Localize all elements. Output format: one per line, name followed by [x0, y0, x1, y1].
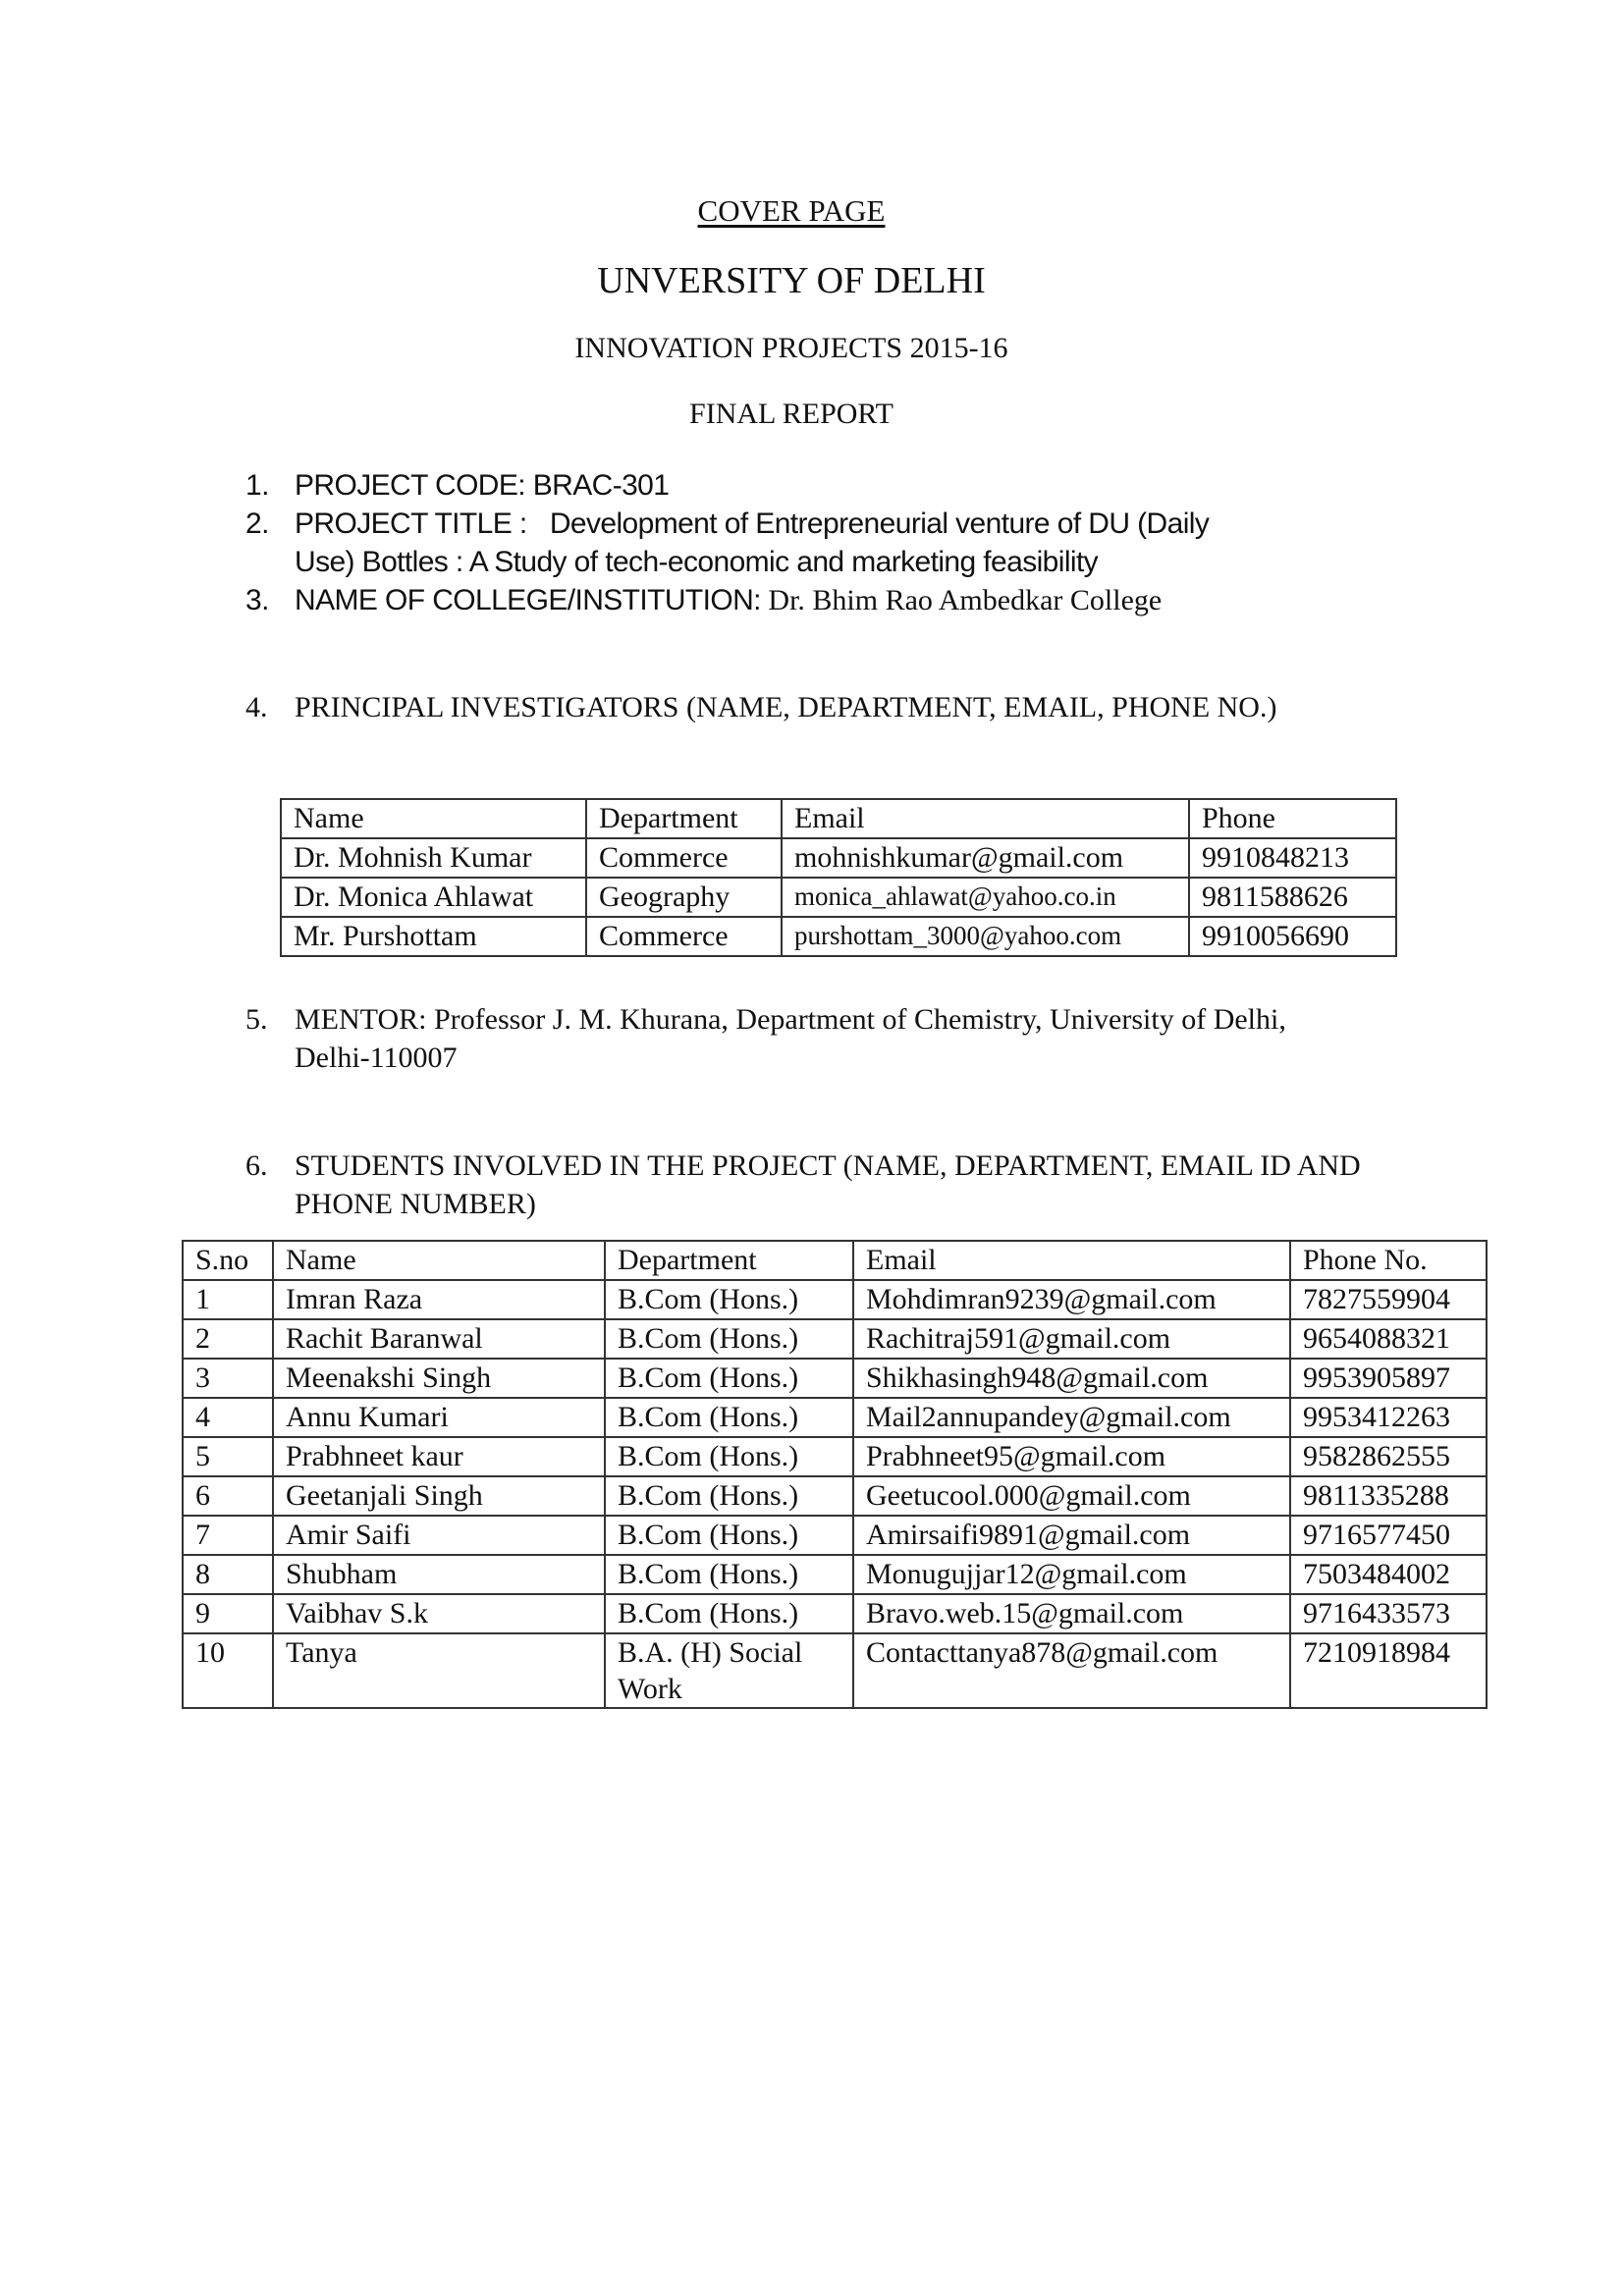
student-name: Annu Kumari [273, 1398, 605, 1437]
student-department: B.Com (Hons.) [605, 1437, 853, 1476]
project-code-item [245, 466, 1384, 505]
item-number: 1. [245, 469, 269, 502]
pi-phone: 9910848213 [1189, 838, 1396, 878]
student-name: Amir Saifi [273, 1516, 605, 1555]
table-row [281, 878, 1396, 917]
student-phone: 9953412263 [1290, 1398, 1487, 1437]
student-sno: 8 [183, 1555, 273, 1594]
student-name: Vaibhav S.k [273, 1594, 605, 1633]
student-email: Mohdimran9239@gmail.com [853, 1280, 1290, 1319]
table-row [183, 1359, 1487, 1398]
pi-phone: 9811588626 [1189, 878, 1396, 917]
table-row [183, 1555, 1487, 1594]
column-header: Phone [1189, 799, 1396, 838]
principal-investigators-table [280, 798, 1397, 957]
student-email: Amirsaifi9891@gmail.com [853, 1516, 1290, 1555]
student-sno: 4 [183, 1398, 273, 1437]
column-header: Email [853, 1241, 1290, 1280]
student-department: B.Com (Hons.) [605, 1398, 853, 1437]
pi-name: Dr. Monica Ahlawat [281, 878, 586, 917]
table-row [183, 1516, 1487, 1555]
item-number: 3. [245, 584, 269, 616]
student-sno: 1 [183, 1280, 273, 1319]
column-header: Name [281, 799, 586, 838]
student-phone: 7827559904 [1290, 1280, 1487, 1319]
student-phone: 7210918984 [1290, 1633, 1487, 1708]
college-name: Dr. Bhim Rao Ambedkar College [768, 584, 1163, 616]
principal-investigators-heading: 4. PRINCIPAL INVESTIGATORS (NAME, DEPARTMENT, EMAIL, PHONE NO.) [245, 688, 1384, 726]
item-number: 2. [245, 507, 269, 540]
student-department: B.Com (Hons.) [605, 1555, 853, 1594]
student-department: B.Com (Hons.) [605, 1594, 853, 1633]
student-sno: 10 [183, 1633, 273, 1708]
pi-name: Dr. Mohnish Kumar [281, 838, 586, 878]
column-header: Department [605, 1241, 853, 1280]
table-row [183, 1398, 1487, 1437]
item-number: 6. [245, 1149, 268, 1182]
student-sno: 6 [183, 1476, 273, 1516]
student-phone: 9811335288 [1290, 1476, 1487, 1516]
students-heading: 6. STUDENTS INVOLVED IN THE PROJECT (NAME, DEPARTMENT, EMAIL ID AND PHONE NUMBER) [245, 1147, 1384, 1223]
column-header: S.no [183, 1241, 273, 1280]
student-name: Imran Raza [273, 1280, 605, 1319]
student-email: Contacttanya878@gmail.com [853, 1633, 1290, 1708]
student-phone: 9953905897 [1290, 1359, 1487, 1398]
student-department: B.Com (Hons.) [605, 1280, 853, 1319]
student-name: Geetanjali Singh [273, 1476, 605, 1516]
column-header: Phone No. [1290, 1241, 1487, 1280]
student-phone: 9716433573 [1290, 1594, 1487, 1633]
student-email: Mail2annupandey@gmail.com [853, 1398, 1290, 1437]
student-department: B.Com (Hons.) [605, 1319, 853, 1359]
item-number: 5. [245, 1003, 268, 1036]
student-department: B.A. (H) Social Work [605, 1633, 853, 1708]
university-title: UNVERSITY OF DELHI [597, 260, 986, 301]
student-department: B.Com (Hons.) [605, 1359, 853, 1398]
table-row [183, 1633, 1487, 1708]
pi-phone: 9910056690 [1189, 917, 1396, 956]
student-sno: 9 [183, 1594, 273, 1633]
table-row [281, 917, 1396, 956]
table-row [183, 1280, 1487, 1319]
table-row [183, 1319, 1487, 1359]
table-row [183, 1476, 1487, 1516]
college-label: NAME OF COLLEGE/INSTITUTION: [295, 584, 761, 616]
student-department: B.Com (Hons.) [605, 1516, 853, 1555]
mentor-text: MENTOR: Professor J. M. Khurana, Department of Chemistry, University of Delhi, Delhi-110007 [295, 1003, 1286, 1074]
table-header-row [281, 799, 1396, 838]
student-name: Prabhneet kaur [273, 1437, 605, 1476]
students-table [182, 1240, 1488, 1709]
student-email: Rachitraj591@gmail.com [853, 1319, 1290, 1359]
pi-email: monica_ahlawat@yahoo.co.in [782, 878, 1189, 917]
project-code: PROJECT CODE: BRAC-301 [295, 469, 670, 502]
student-email: Shikhasingh948@gmail.com [853, 1359, 1290, 1398]
student-name: Shubham [273, 1555, 605, 1594]
student-phone: 9582862555 [1290, 1437, 1487, 1476]
table-row [183, 1594, 1487, 1633]
project-title-text-1: Development of Entrepreneurial venture of DU (Daily [549, 507, 1210, 540]
table-row [281, 838, 1396, 878]
pi-department: Commerce [586, 917, 782, 956]
program-title: INNOVATION PROJECTS 2015-16 [574, 332, 1008, 364]
cover-page-heading: COVER PAGE [697, 193, 886, 228]
college-item [245, 581, 1384, 619]
student-email: Prabhneet95@gmail.com [853, 1437, 1290, 1476]
student-sno: 3 [183, 1359, 273, 1398]
project-title-line1 [295, 507, 1209, 540]
column-header: Email [782, 799, 1189, 838]
pi-email: mohnishkumar@gmail.com [782, 838, 1189, 878]
project-title-item [245, 505, 1384, 581]
student-sno: 7 [183, 1516, 273, 1555]
column-header: Name [273, 1241, 605, 1280]
table-row [183, 1437, 1487, 1476]
student-email: Bravo.web.15@gmail.com [853, 1594, 1290, 1633]
project-title-text-2: Use) Bottles : A Study of tech-economic and marketing feasibility [295, 546, 1099, 578]
pi-department: Commerce [586, 838, 782, 878]
student-name: Tanya [273, 1633, 605, 1708]
student-sno: 2 [183, 1319, 273, 1359]
student-phone: 7503484002 [1290, 1555, 1487, 1594]
student-phone: 9716577450 [1290, 1516, 1487, 1555]
project-title-label: PROJECT TITLE : [295, 507, 527, 540]
report-title: FINAL REPORT [689, 398, 893, 430]
pi-department: Geography [586, 878, 782, 917]
student-name: Rachit Baranwal [273, 1319, 605, 1359]
column-header: Department [586, 799, 782, 838]
pi-email: purshottam_3000@yahoo.com [782, 917, 1189, 956]
student-phone: 9654088321 [1290, 1319, 1487, 1359]
student-department: B.Com (Hons.) [605, 1476, 853, 1516]
student-email: Monugujjar12@gmail.com [853, 1555, 1290, 1594]
pi-name: Mr. Purshottam [281, 917, 586, 956]
item-number: 4. [245, 691, 268, 723]
student-name: Meenakshi Singh [273, 1359, 605, 1398]
student-email: Geetucool.000@gmail.com [853, 1476, 1290, 1516]
table-header-row [183, 1241, 1487, 1280]
student-sno: 5 [183, 1437, 273, 1476]
mentor-item [245, 1000, 1384, 1077]
